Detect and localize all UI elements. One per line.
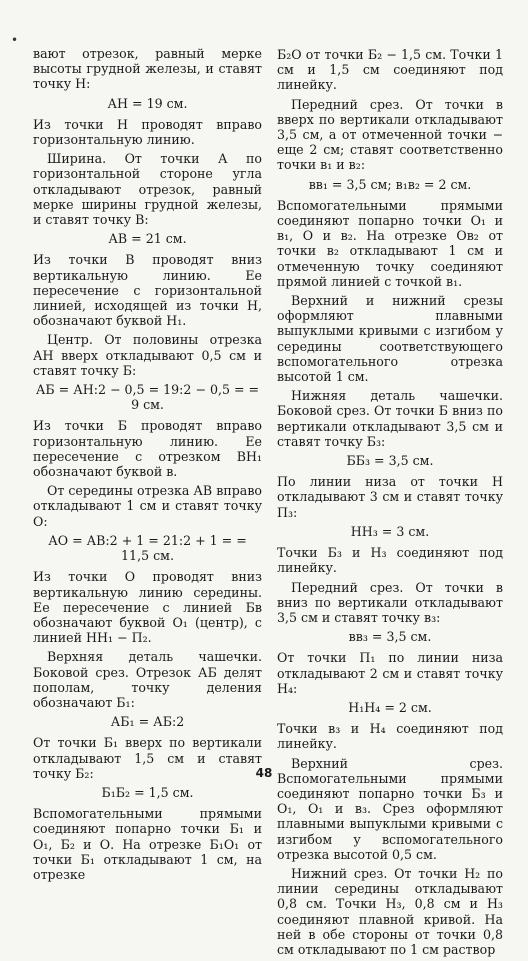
paragraph: Верхняя деталь чашечки. Боковой срез. Отрезок АБ делят пополам, точку деления обозначают Б₁:	[33, 649, 262, 710]
paragraph: вают отрезок, равный мерке высоты грудной железы, и ставят точку Н:	[33, 46, 262, 92]
paragraph: Вспомогательными прямыми соединяют попарно точки О₁ и в₁, О и в₂. На отрезке Ов₂ от точки в₂ откладывают 1 см и отмеченную точку соединяют прямой линией с точкой в₁.	[277, 197, 503, 289]
paragraph: Центр. От половины отрезка АН вверх откладывают 0,5 см и ставят точку Б:	[33, 332, 262, 378]
paragraph: Передний срез. От точки в вверх по вертикали откладывают 3,5 см, а от отмеченной точки − еще 2 см; ставят соответственно точки в₁ и в₂:	[277, 96, 503, 173]
paragraph: Из точки Б проводят вправо горизонтальную линию. Ее пересечение с отрезком ВН₁ обозначают буквой в.	[33, 418, 262, 480]
paragraph: Из точки Н проводят вправо горизонтальную линию.	[33, 116, 262, 148]
formula-line: НН₃ = 3 см.	[350, 523, 430, 539]
paragraph: Верхний срез. Вспомогательными прямыми соединяют попарно точки Б₃ и О₁, О₁ и в₃. Срез оформляют плавными выпуклыми кривыми с изгибом у вспомогательного отрезка высотой 0,5 см.	[277, 755, 503, 862]
formula-line: АО = АВ:2 + 1 = 21:2 + 1 = = 11,5 см.	[48, 532, 247, 564]
paragraph: От точки П₁ по линии низа откладывают 2 см и ставят точку Н₄:	[277, 650, 503, 696]
formula-line: АВ = 21 см.	[108, 231, 187, 247]
left-column	[33, 46, 262, 886]
corner-mark: •	[11, 33, 19, 47]
paragraph: От середины отрезка АВ вправо откладывают 1 см и ставят точку О:	[33, 483, 262, 529]
paragraph: Ширина. От точки А по горизонтальной стороне угла откладывают отрезок, равный мерке ширины грудной железы, и ставят точку В:	[33, 151, 262, 228]
formula-line: Н₁Н₄ = 2 см.	[348, 699, 432, 715]
paragraph: Точки в₃ и Н₄ соединяют под линейку.	[277, 721, 503, 752]
paragraph: Нижняя деталь чашечки. Боковой срез. От точки Б вниз по вертикали откладывают 3,5 см и ставят точку Б₃:	[277, 388, 503, 449]
paragraph: Б₂О от точки Б₂ − 1,5 см. Точки 1 см и 1,5 см соединяют под линейку.	[277, 47, 503, 93]
formula-line: АБ = АН:2 − 0,5 = 19:2 − 0,5 = = 9 см.	[35, 382, 260, 413]
right-column	[277, 47, 503, 961]
paragraph: От точки Б₁ вверх по вертикали откладывают 1,5 см и ставят точку Б₂:	[33, 735, 262, 781]
formula-line: вв₁ = 3,5 см; в₁в₂ = 2 см.	[308, 176, 472, 192]
paragraph: Верхний и нижний срезы оформляют плавными выпуклыми кривыми с изгибом у середины соответствующего вспомогательного отрезка высотой 1 см.	[277, 293, 503, 385]
paragraph: Из точки О проводят вниз вертикальную линию середины. Ее пересечение с линией Бв обозначают буквой О₁ (центр), с линией НН₁ − П₂.	[33, 569, 262, 646]
paragraph: Нижний срез. От точки Н₂ по линии середины откладывают 0,8 см. Точки Н₃, 0,8 см и Н₃ соединяют плавной кривой. На ней в обе стороны от точки 0,8 см откладывают по 1 см раствор	[277, 865, 503, 957]
paragraph: Точки Б₃ и Н₃ соединяют под линейку.	[277, 545, 503, 576]
formula-line: АН = 19 см.	[107, 95, 188, 111]
formula-line: АБ₁ = АБ:2	[110, 714, 185, 730]
page-number: 48	[255, 766, 273, 780]
paragraph: Передний срез. От точки в вниз по вертикали откладывают 3,5 см и ставят точку в₃:	[277, 579, 503, 625]
paragraph: По линии низа от точки Н откладывают 3 см и ставят точку П₃:	[277, 474, 503, 520]
paragraph: Вспомогательными прямыми соединяют попарно точки Б₁ и О₁, Б₂ и О. На отрезке Б₁О₁ от точки Б₁ откладывают 1 см, на отрезке	[33, 806, 262, 882]
paragraph: Из точки В проводят вниз вертикальную линию. Ее пересечение с горизонтальной линией, исходящей из точки Н, обозначают буквой Н₁.	[33, 252, 262, 329]
formula-line: Б₁Б₂ = 1,5 см.	[101, 784, 194, 800]
formula-line: ББ₃ = 3,5 см.	[346, 453, 434, 469]
formula-line: вв₃ = 3,5 см.	[348, 629, 432, 645]
